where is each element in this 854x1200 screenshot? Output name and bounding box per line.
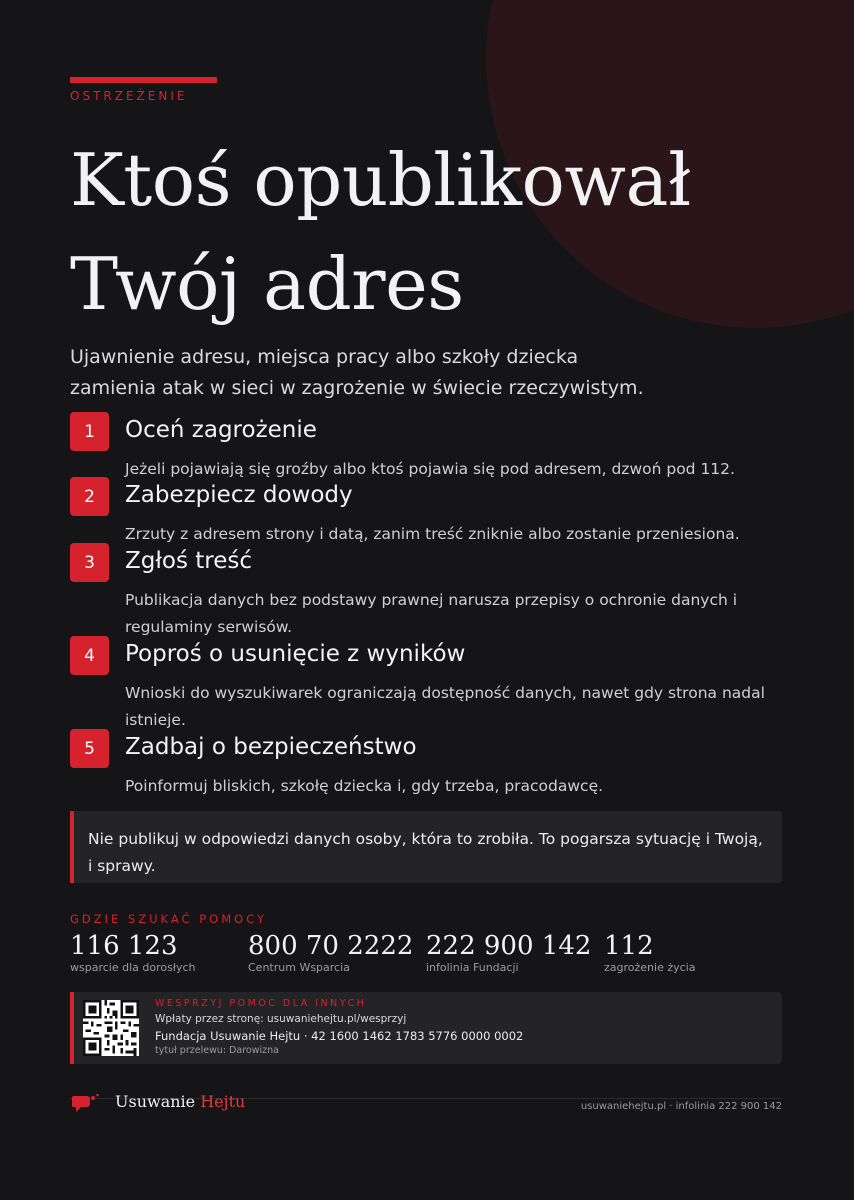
donate-heading: WESPRZYJ POMOC DLA INNYCH: [155, 998, 367, 1009]
footer-contact[interactable]: usuwaniehejtu.pl · infolinia 222 900 142: [580, 1101, 782, 1112]
headline: [70, 128, 810, 336]
step-number-badge: 4: [70, 636, 109, 675]
note-accent-bar: [70, 811, 74, 883]
step-5: [70, 729, 790, 819]
help-label: zagrożenie życia: [604, 961, 696, 974]
intro-paragraph: [70, 342, 790, 404]
step-description: Publikacja danych bez podstawy prawnej narusza przepisy o ochronie danych i regulaminy serwisów.: [125, 591, 738, 636]
brand-name-main: Usuwanie: [115, 1092, 196, 1111]
help-item-1: [70, 928, 245, 974]
step-number-badge: 3: [70, 543, 109, 582]
headline-line-2: Twój adres: [70, 242, 464, 326]
donate-website[interactable]: Wpłaty przez stronę: usuwaniehejtu.pl/wesprzyj: [155, 1013, 407, 1025]
help-item-2: [248, 928, 423, 974]
help-item-4: [604, 928, 779, 974]
step-title: Zgłoś treść: [125, 548, 253, 574]
step-number-badge: 5: [70, 729, 109, 768]
step-title: Oceń zagrożenie: [125, 417, 317, 443]
qr-code[interactable]: [83, 1000, 139, 1056]
help-label: Centrum Wsparcia: [248, 961, 350, 974]
help-phone-number[interactable]: 800 70 2222: [248, 931, 414, 961]
help-label: wsparcie dla dorosłych: [70, 961, 196, 974]
help-phone-number[interactable]: 112: [604, 931, 654, 961]
donate-box: [70, 992, 782, 1064]
step-title: Zadbaj o bezpieczeństwo: [125, 734, 417, 760]
help-item-3: [426, 928, 601, 974]
help-phone-number[interactable]: 116 123: [70, 931, 178, 961]
brand-name-accent: Hejtu: [200, 1092, 246, 1111]
step-3: [70, 543, 790, 636]
warning-note: [70, 811, 782, 883]
step-number-badge: 1: [70, 412, 109, 451]
help-phone-number[interactable]: 222 900 142: [426, 931, 592, 961]
step-description: Zrzuty z adresem strony i datą, zanim treść zniknie albo zostanie przeniesiona.: [125, 525, 740, 543]
intro-line-2: zamienia atak w sieci w zagrożenie w świecie rzeczywistym.: [70, 377, 644, 399]
note-text: Nie publikuj w odpowiedzi danych osoby, która to zrobiła. To pogarsza sytuację i Twoją, i sprawy.: [88, 830, 763, 875]
step-title: Poproś o usunięcie z wyników: [125, 641, 466, 667]
kicker-bar: [70, 77, 217, 83]
step-title: Zabezpiecz dowody: [125, 482, 353, 508]
step-description: Wnioski do wyszukiwarek ograniczają dostępność danych, nawet gdy strona nadal istnieje.: [125, 684, 765, 729]
brand-name: [115, 1092, 245, 1111]
donate-account: Fundacja Usuwanie Hejtu · 42 1600 1462 1783 5776 0000 0002: [155, 1029, 524, 1043]
step-4: [70, 636, 790, 729]
speech-bubble-logo-icon: [72, 1092, 100, 1116]
intro-line-1: Ujawnienie adresu, miejsca pracy albo szkoły dziecka: [70, 346, 579, 368]
headline-line-1: Ktoś opublikował: [70, 138, 691, 222]
donate-accent-bar: [70, 992, 74, 1064]
help-label: infolinia Fundacji: [426, 961, 519, 974]
step-description: Jeżeli pojawiają się groźby albo ktoś pojawia się pod adresem, dzwoń pod 112.: [125, 460, 735, 478]
step-description: Poinformuj bliskich, szkołę dziecka i, gdy trzeba, pracodawcę.: [125, 777, 604, 795]
donate-transfer-title: tytuł przelewu: Darowizna: [155, 1045, 279, 1056]
kicker-label: OSTRZEŻENIE: [70, 89, 188, 103]
step-number-badge: 2: [70, 477, 109, 516]
help-heading: GDZIE SZUKAĆ POMOCY: [70, 912, 268, 926]
